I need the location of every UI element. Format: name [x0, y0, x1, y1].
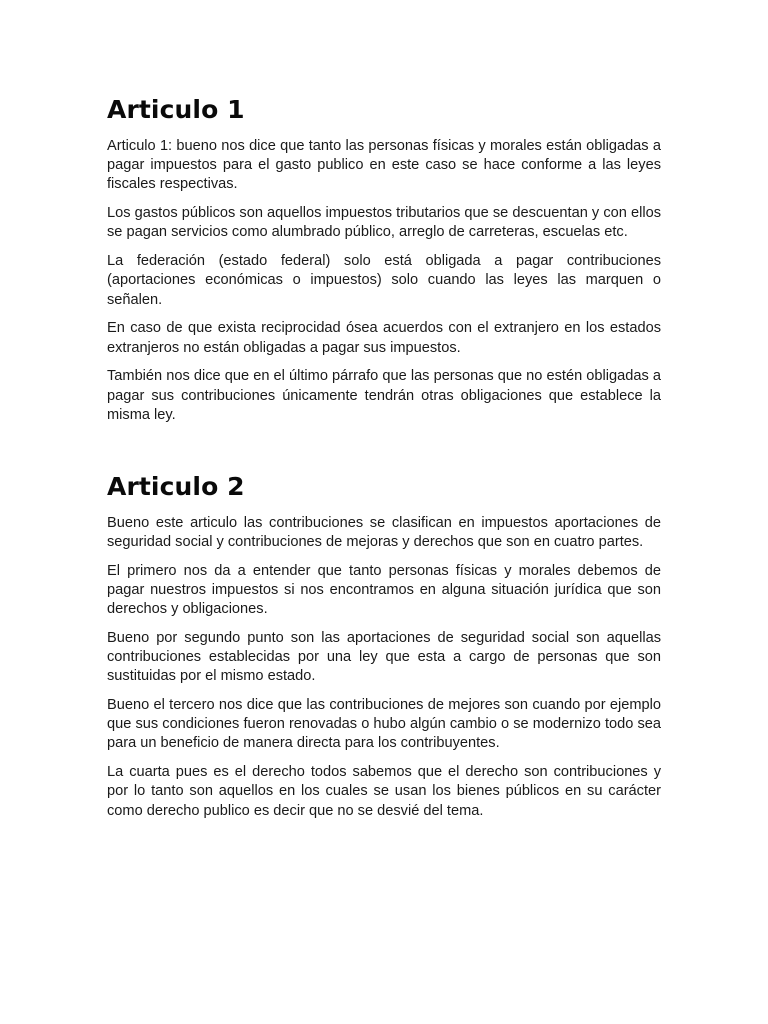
paragraph: Bueno este articulo las contribuciones se clasifican en impuestos aportaciones de seguridad social y contribuciones de mejoras y derechos que son en cuatro partes.: [107, 514, 661, 550]
section-articulo-1: [107, 0, 661, 425]
paragraph: El primero nos da a entender que tanto personas físicas y morales debemos de pagar nuestros impuestos si nos encontramos en alguna situación jurídica que son derechos y obligaciones.: [107, 562, 661, 618]
section-heading: Articulo 2: [107, 471, 245, 501]
paragraph: La federación (estado federal) solo está obligada a pagar contribuciones (aportaciones económicas o impuestos) solo cuando las leyes las marquen o señalen.: [107, 253, 661, 308]
paragraph: Bueno el tercero nos dice que las contribuciones de mejores son cuando por ejemplo que sus condiciones fueron renovadas o hubo algún cambio o se modernizo todo sea para un beneficio de manera directa para los contribuyentes.: [107, 697, 661, 752]
paragraph: La cuarta pues es el derecho todos sabemos que el derecho son contribuciones y por lo tanto son aquellos en los cuales se usan los bienes públicos en su carácter como derecho publico es decir que no se desvié del tema.: [107, 764, 661, 819]
section-articulo-2: [107, 435, 661, 821]
section-heading: Articulo 1: [107, 95, 245, 124]
paragraph: Articulo 1: bueno nos dice que tanto las personas físicas y morales están obligadas a pagar impuestos para el gasto publico en este caso se hace conforme a las leyes fiscales respectivas.: [107, 138, 661, 193]
paragraph: Los gastos públicos son aquellos impuestos tributarios que se descuentan y con ellos se pagan servicios como alumbrado público, arreglo de carreteras, escuelas etc.: [107, 205, 661, 241]
paragraph: Bueno por segundo punto son las aportaciones de seguridad social son aquellas contribuciones establecidas por una ley que esta a cargo de personas que son sustituidas por el mismo estado.: [107, 629, 661, 685]
paragraph: En caso de que exista reciprocidad ósea acuerdos con el extranjero en los estados extranjeros no están obligadas a pagar sus impuestos.: [107, 320, 661, 356]
document-page: [107, 0, 661, 830]
paragraph: También nos dice que en el último párrafo que las personas que no estén obligadas a pagar sus contribuciones únicamente tendrán otras obligaciones que establece la misma ley.: [107, 368, 661, 423]
